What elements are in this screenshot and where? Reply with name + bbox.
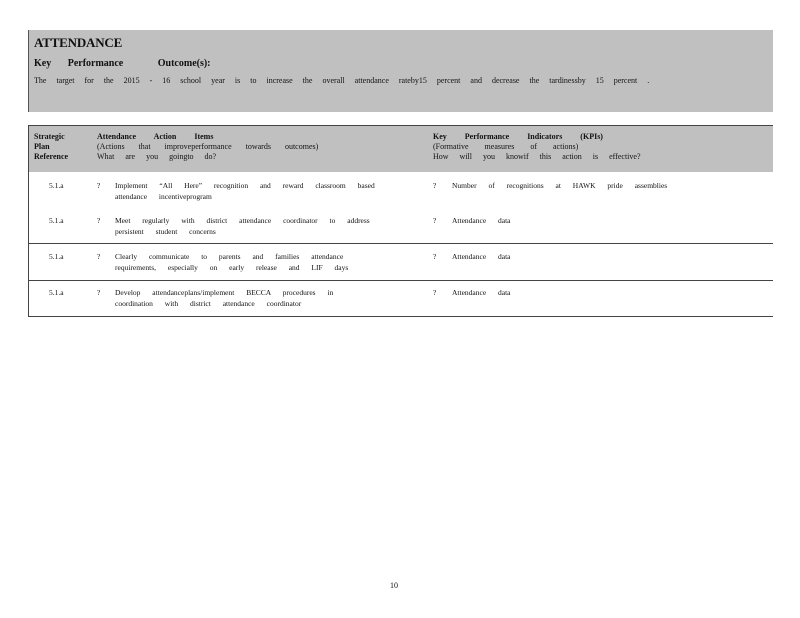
- row-kpi: Attendance data: [452, 216, 511, 225]
- header-action-sub1: (Actions that improveperformance towards outcomes): [97, 142, 319, 151]
- bullet-icon: ?: [97, 181, 101, 190]
- header-kpi-title: Key Performance Indicators (KPIs): [433, 132, 603, 141]
- section-title: ATTENDANCE: [34, 35, 123, 50]
- target-statement: The target for the 2015 - 16 school year is to increase the overall attendance rateby15 percent and decrease the tardinessby 15 percent .: [34, 76, 650, 85]
- header-kpi-sub2: How will you knowif this action is effective?: [433, 152, 641, 161]
- row-action-line2: requirements, especially on early release and LIF days: [115, 263, 349, 272]
- row-action-line2: coordination with district attendance coordinator: [115, 299, 302, 308]
- bullet-icon: ?: [97, 288, 101, 297]
- row-action-line1: Meet regularly with district attendance coordinator to address: [115, 216, 370, 225]
- key-performance-outcomes-label: [34, 58, 229, 69]
- row-action-line2: attendance incentiveprogram: [115, 192, 212, 201]
- row-action-line1: Implement “All Here” recognition and reward classroom based: [115, 181, 375, 190]
- row-kpi: Attendance data: [452, 288, 511, 297]
- header-ref-line3: Reference: [34, 152, 69, 161]
- bullet-icon: ?: [433, 288, 437, 297]
- row-action-line1: Develop attendanceplans/implement BECCA procedures in: [115, 288, 334, 297]
- row-ref: 5.1.a: [49, 288, 64, 297]
- bullet-icon: ?: [97, 252, 101, 261]
- action-items-table: [28, 125, 773, 317]
- bullet-icon: ?: [433, 181, 437, 190]
- header-action-title: Attendance Action Items: [97, 132, 214, 141]
- section-header: [28, 30, 773, 112]
- row-action-line2: persistent student concerns: [115, 227, 216, 236]
- kpo-label-part1: Key Performance: [34, 58, 124, 69]
- kpo-label-part2: Outcome(s):: [157, 58, 211, 69]
- header-ref-line1: Strategic: [34, 132, 65, 141]
- bullet-icon: ?: [433, 252, 437, 261]
- row-ref: 5.1.a: [49, 252, 64, 261]
- page-number: 10: [390, 581, 398, 590]
- row-divider: [29, 243, 773, 244]
- bullet-icon: ?: [97, 216, 101, 225]
- row-divider: [29, 280, 773, 281]
- bullet-icon: ?: [433, 216, 437, 225]
- header-action-sub2: What are you goingto do?: [97, 152, 217, 161]
- row-kpi: Attendance data: [452, 252, 511, 261]
- header-kpi-sub1: (Formative measures of actions): [433, 142, 579, 151]
- row-ref: 5.1.a: [49, 216, 64, 225]
- header-ref-line2: Plan: [34, 142, 50, 151]
- row-kpi: Number of recognitions at HAWK pride assemblies: [452, 181, 668, 190]
- row-ref: 5.1.a: [49, 181, 64, 190]
- table-header: [29, 126, 773, 172]
- row-action-line1: Clearly communicate to parents and families attendance: [115, 252, 344, 261]
